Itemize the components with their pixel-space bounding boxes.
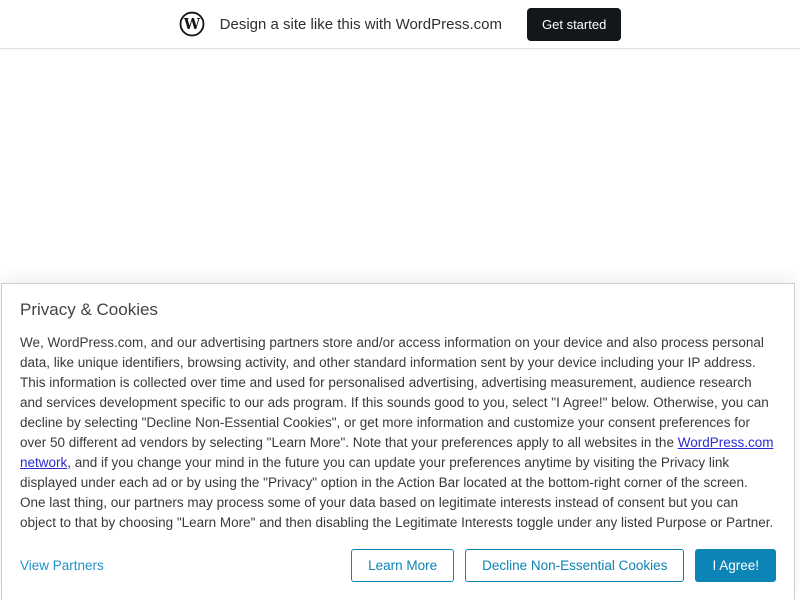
wordpress-network-link[interactable]: WordPress.com network	[20, 434, 774, 470]
dialog-footer	[20, 549, 776, 583]
dialog-button-row	[351, 549, 776, 583]
privacy-cookies-dialog	[1, 283, 795, 600]
view-partners-link[interactable]: View Partners	[20, 557, 104, 573]
banner-message: Design a site like this with WordPress.com	[219, 15, 502, 33]
dialog-body-part2: , and if you change your mind in the future you can update your preferences anytime by visiting the Privacy link displayed under each ad or by using the "Privacy" option in the Action Bar located at the bottom-right corner of the screen. One last thing, our partners may process some of your data based on legitimate interests instead of consent but you can object to that by choosing "Learn More" and then disabling the Legitimate Interests toggle under any listed Purpose or Partner.	[20, 454, 774, 530]
decline-cookies-button[interactable]: Decline Non-Essential Cookies	[465, 549, 684, 583]
learn-more-button[interactable]: Learn More	[351, 549, 454, 583]
svg-text:W: W	[183, 15, 200, 33]
get-started-button[interactable]: Get started	[527, 8, 621, 41]
agree-button[interactable]: I Agree!	[695, 549, 776, 583]
dialog-body-part1: We, WordPress.com, and our advertising partners store and/or access information on your device and also process personal data, like unique identifiers, browsing activity, and other standard information sent by your device including your IP address. This information is collected over time and used for personalised advertising, advertising measurement, audience research and services development specific to our ads program. If this sounds good to you, select "I Agree!" below. Otherwise, you can decline by selecting "Decline Non-Essential Cookies", or get more information and customize your consent preferences for over 50 different ad vendors by selecting "Learn More". Note that your preferences apply to all websites in the	[20, 334, 769, 450]
dialog-body-text	[20, 333, 776, 533]
wordpress-promo-banner	[0, 0, 800, 49]
wordpress-logo-icon	[179, 11, 205, 37]
dialog-title: Privacy & Cookies	[20, 299, 158, 319]
